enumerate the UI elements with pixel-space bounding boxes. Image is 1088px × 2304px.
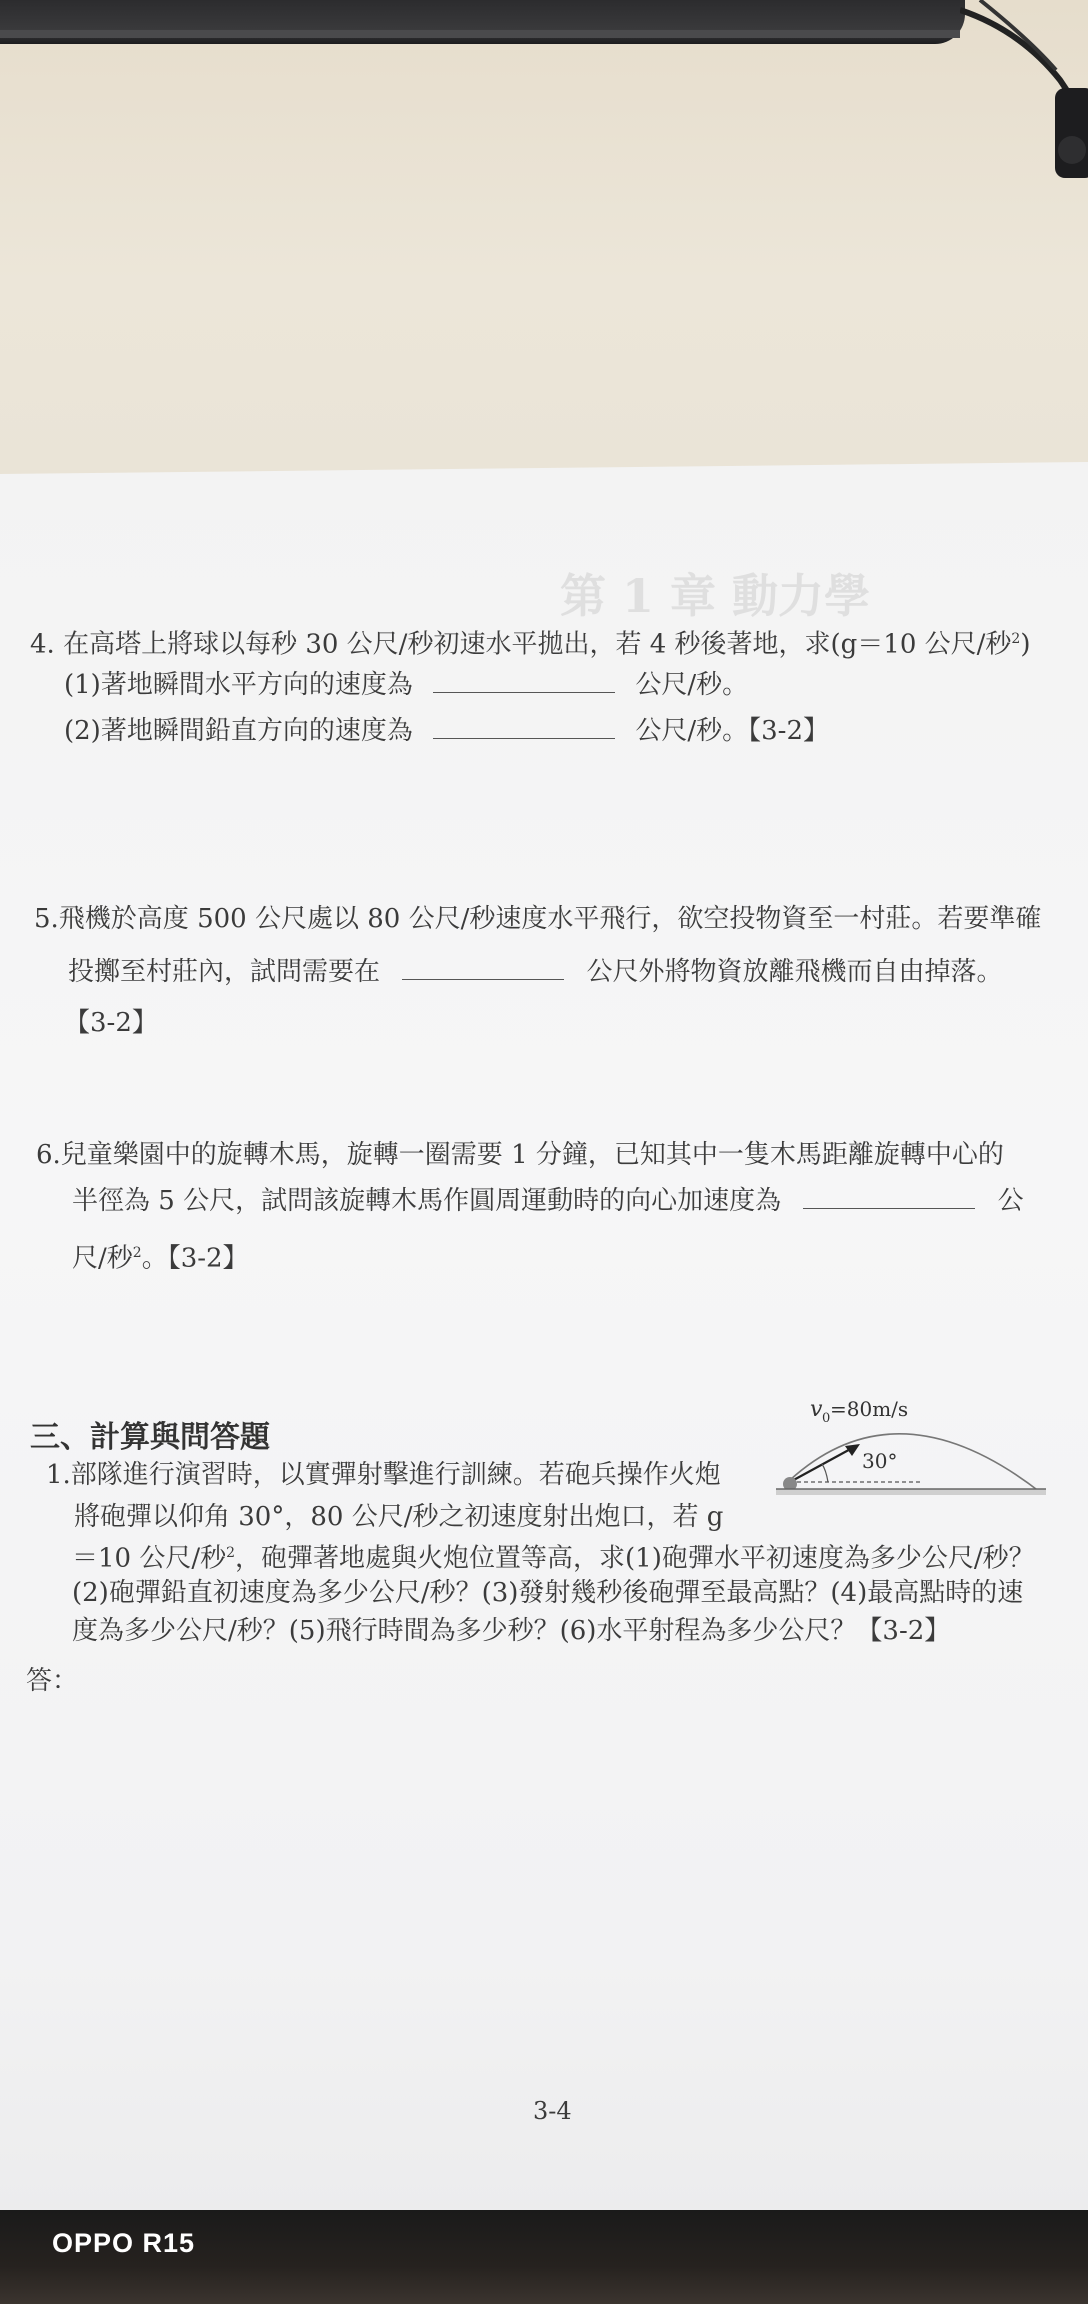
s3-q1-line5: 度為多少公尺/秒？(5)飛行時間為多少秒？(6)水平射程為多少公尺？【3-2】	[72, 1616, 951, 1646]
q6-superscript: 2	[132, 1245, 142, 1261]
answer-label: 答：	[26, 1666, 79, 1696]
q6-line2-suffix: 公	[997, 1186, 1024, 1216]
q4-sub1-prefix: (1)著地瞬間水平方向的速度為	[64, 670, 413, 700]
q6-line3-prefix: 尺/秒	[72, 1243, 133, 1274]
q5-line1: 5.飛機於高度 500 公尺處以 80 公尺/秒速度水平飛行，欲空投物資至一村莊。若要準確	[34, 904, 1042, 934]
velocity-arrow	[790, 1446, 856, 1482]
trajectory-curve	[790, 1434, 1040, 1492]
laptop-hinge	[0, 30, 960, 38]
q4-sub2-blank[interactable]	[433, 716, 615, 739]
section-title: 三、計算與問答題	[30, 1420, 270, 1455]
q6-blank[interactable]	[803, 1186, 975, 1209]
angle-arc	[822, 1464, 828, 1482]
page-number: 3-4	[533, 2097, 572, 2125]
q6-line3	[72, 1236, 249, 1276]
q5-line2-suffix: 公尺外將物資放離飛機而自由掉落。	[586, 957, 1003, 987]
s3-q1-superscript: 2	[226, 1545, 236, 1561]
q4-sub2-prefix: (2)著地瞬間鉛直方向的速度為	[64, 716, 413, 746]
bleed-through-heading: 第 1 章 動力學	[560, 569, 871, 623]
q4-sub1-suffix: 公尺/秒。	[635, 670, 749, 700]
q6-line1: 6.兒童樂園中的旋轉木馬，旋轉一圈需要 1 分鐘，已知其中一隻木馬距離旋轉中心的	[36, 1140, 1004, 1170]
q6-line2	[72, 1184, 1024, 1218]
velocity-value: =80m/s	[830, 1397, 909, 1421]
angle-label: 30°	[862, 1449, 898, 1473]
desk-background	[0, 0, 1088, 470]
s3-q1-line3	[72, 1536, 1035, 1576]
q5-line3: 【3-2】	[64, 1008, 158, 1038]
q4-superscript: 2	[1011, 631, 1021, 647]
q4-sub2-suffix: 公尺/秒。【3-2】	[635, 716, 830, 746]
q4-text: 4. 在高塔上將球以每秒 30 公尺/秒初速水平拋出，若 4 秒後著地，求(g＝10 公尺/秒	[30, 629, 1012, 660]
q4-line1	[30, 622, 1031, 662]
q4-close-paren: )	[1020, 629, 1031, 660]
s3-q1-line2: 將砲彈以仰角 30°，80 公尺/秒之初速度射出炮口，若 g	[74, 1502, 724, 1532]
q6-line3-suffix: 。【3-2】	[141, 1243, 249, 1274]
ground-bar	[776, 1489, 1046, 1495]
eyeglasses-icon	[960, 0, 1088, 200]
q5-line2	[68, 955, 1003, 989]
s3-q1-line3-prefix: ＝10 公尺/秒	[72, 1543, 227, 1574]
s3-q1-line3-suffix: ，砲彈著地處與火炮位置等高，求(1)砲彈水平初速度為多少公尺/秒？	[235, 1543, 1035, 1574]
q4-sub2	[64, 714, 829, 748]
camera-watermark: OPPO R15	[52, 2228, 196, 2258]
q5-blank[interactable]	[402, 957, 564, 980]
velocity-label: v	[810, 1397, 823, 1422]
projectile-diagram	[770, 1392, 1050, 1508]
q6-line2-prefix: 半徑為 5 公尺，試問該旋轉木馬作圓周運動時的向心加速度為	[72, 1186, 782, 1216]
laptop-edge	[0, 0, 965, 44]
answer-area[interactable]	[70, 1700, 1050, 2080]
q5-line2-prefix: 投擲至村莊內，試問需要在	[68, 957, 381, 987]
s3-q1-line1: 1.部隊進行演習時，以實彈射擊進行訓練。若砲兵操作火炮	[46, 1460, 721, 1490]
q4-sub1	[64, 668, 748, 702]
q4-sub1-blank[interactable]	[433, 670, 615, 693]
velocity-subscript: 0	[822, 1411, 831, 1426]
s3-q1-line4: (2)砲彈鉛直初速度為多少公尺/秒？(3)發射幾秒後砲彈至最高點？(4)最高點時的速	[72, 1578, 1024, 1608]
